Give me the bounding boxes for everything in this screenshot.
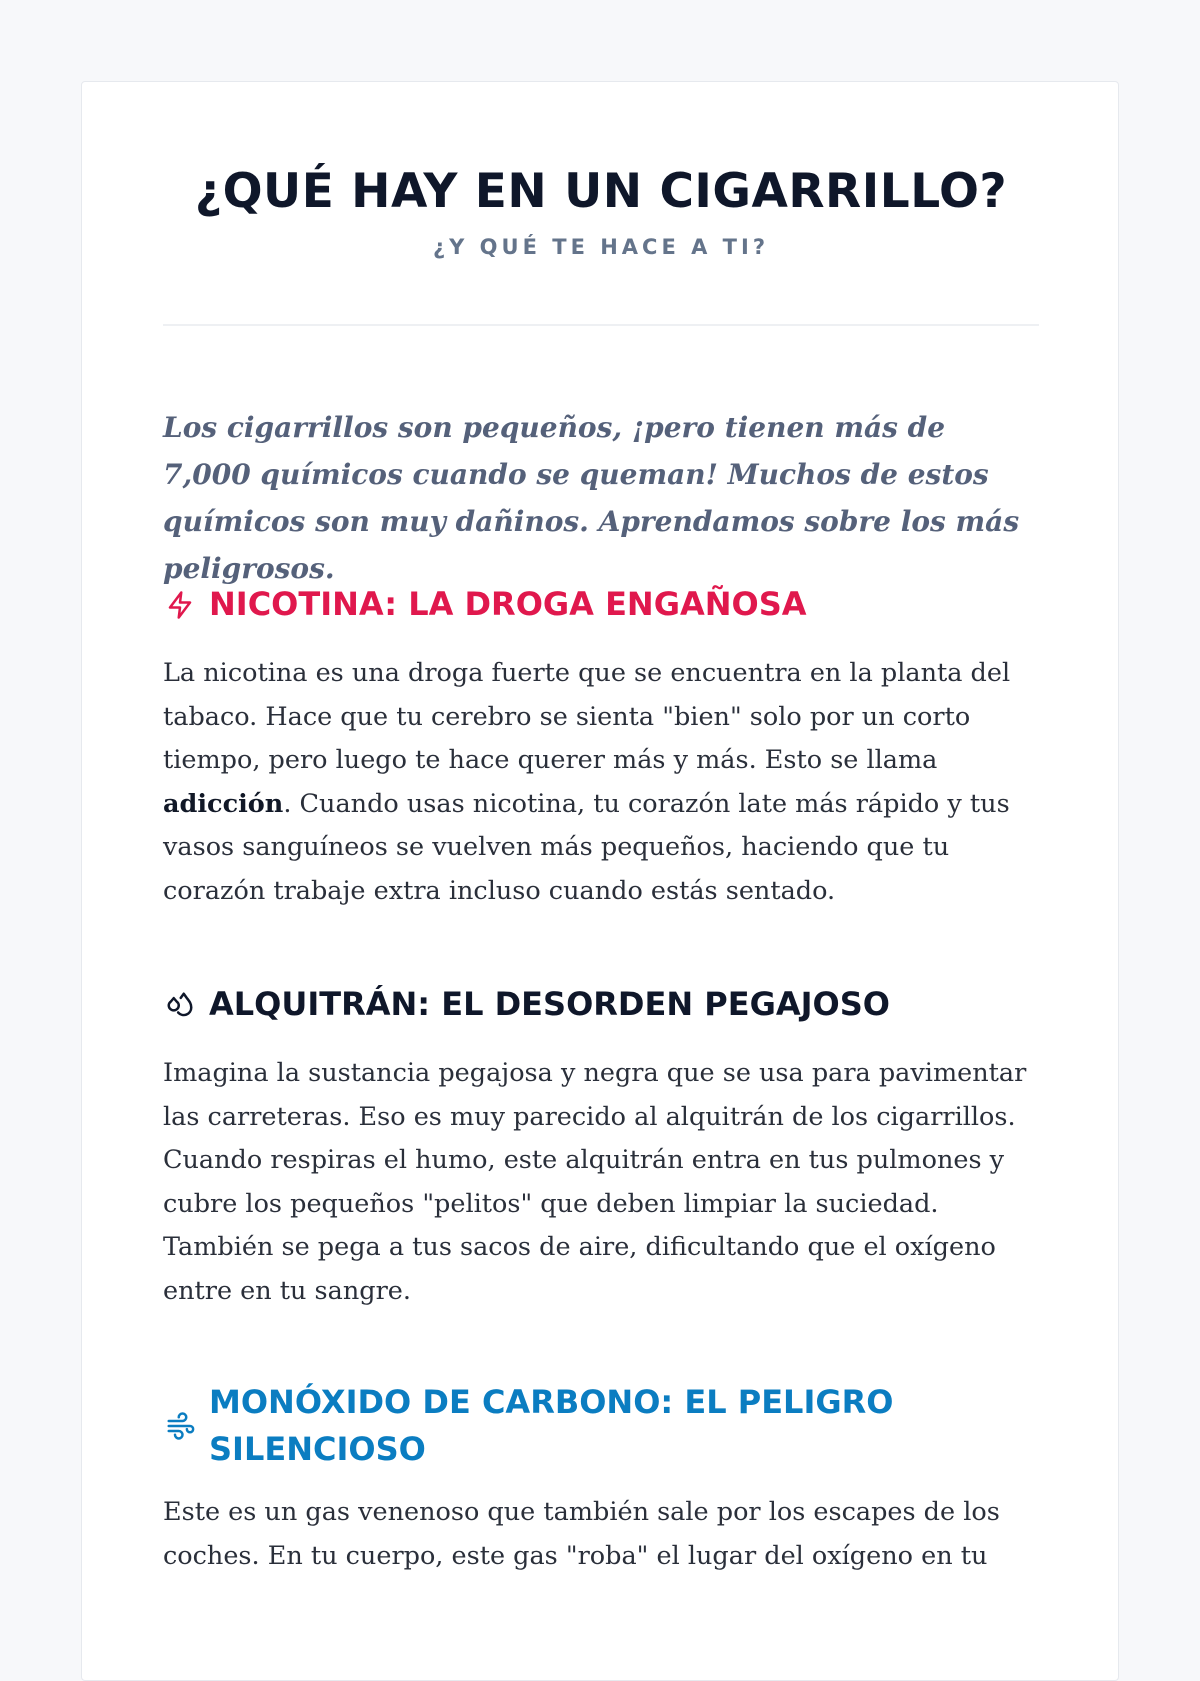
intro-paragraph: Los cigarrillos son pequeños, ¡pero tienen más de 7,000 químicos cuando se queman! Muchos de estos químicos son muy dañinos. Aprendamos sobre los más peligrosos.	[163, 411, 1020, 585]
section-heading-monoxido	[163, 1379, 1039, 1473]
section-body-monoxido: Este es un gas venenoso que también sale por los escapes de los coches. En tu cuerpo, este gas "roba" el lugar del oxígeno en tu	[163, 1497, 1000, 1571]
section-heading-label: ALQUITRÁN: EL DESORDEN PEGAJOSO	[209, 985, 890, 1023]
page-subtitle: ¿Y QUÉ TE HACE A TI?	[432, 235, 770, 259]
page-title: ¿QUÉ HAY EN UN CIGARRILLO?	[194, 164, 1008, 219]
section-body-alquitran: Imagina la sustancia pegajosa y negra que se usa para pavimentar las carreteras. Eso es muy parecido al alquitrán de los cigarrillos. Cuando respiras el humo, este alquitrán entra en tus pulmones y cubre los pequeños "pelitos" que deben limpiar la suciedad. También se pega a tus sacos de aire, dificultando que el oxígeno entre en tu sangre.	[163, 1058, 1027, 1306]
wind-icon	[163, 1409, 197, 1443]
section-heading-label: MONÓXIDO DE CARBONO: EL PELIGRO SILENCIOSO	[209, 1383, 894, 1468]
section-heading-alquitran	[163, 981, 1039, 1028]
article-card	[81, 81, 1119, 1681]
lightning-icon	[163, 588, 197, 622]
section-body-emphasis: adicción	[163, 788, 284, 819]
section-heading-nicotina	[163, 581, 1039, 628]
droplets-icon	[163, 988, 197, 1022]
section-body-text: . Cuando usas nicotina, tu corazón late más rápido y tus vasos sanguíneos se vuelven más pequeños, haciendo que tu corazón trabaje extra incluso cuando estás sentado.	[163, 788, 1010, 906]
section-heading-label: NICOTINA: LA DROGA ENGAÑOSA	[209, 585, 807, 623]
section-body-nicotina	[163, 652, 1039, 913]
section-body-text: La nicotina es una droga fuerte que se encuentra en la planta del tabaco. Hace que tu cerebro se sienta "bien" solo por un corto tiempo, pero luego te hace querer más y más. Esto se llama	[163, 658, 1011, 775]
header-divider	[163, 324, 1039, 326]
